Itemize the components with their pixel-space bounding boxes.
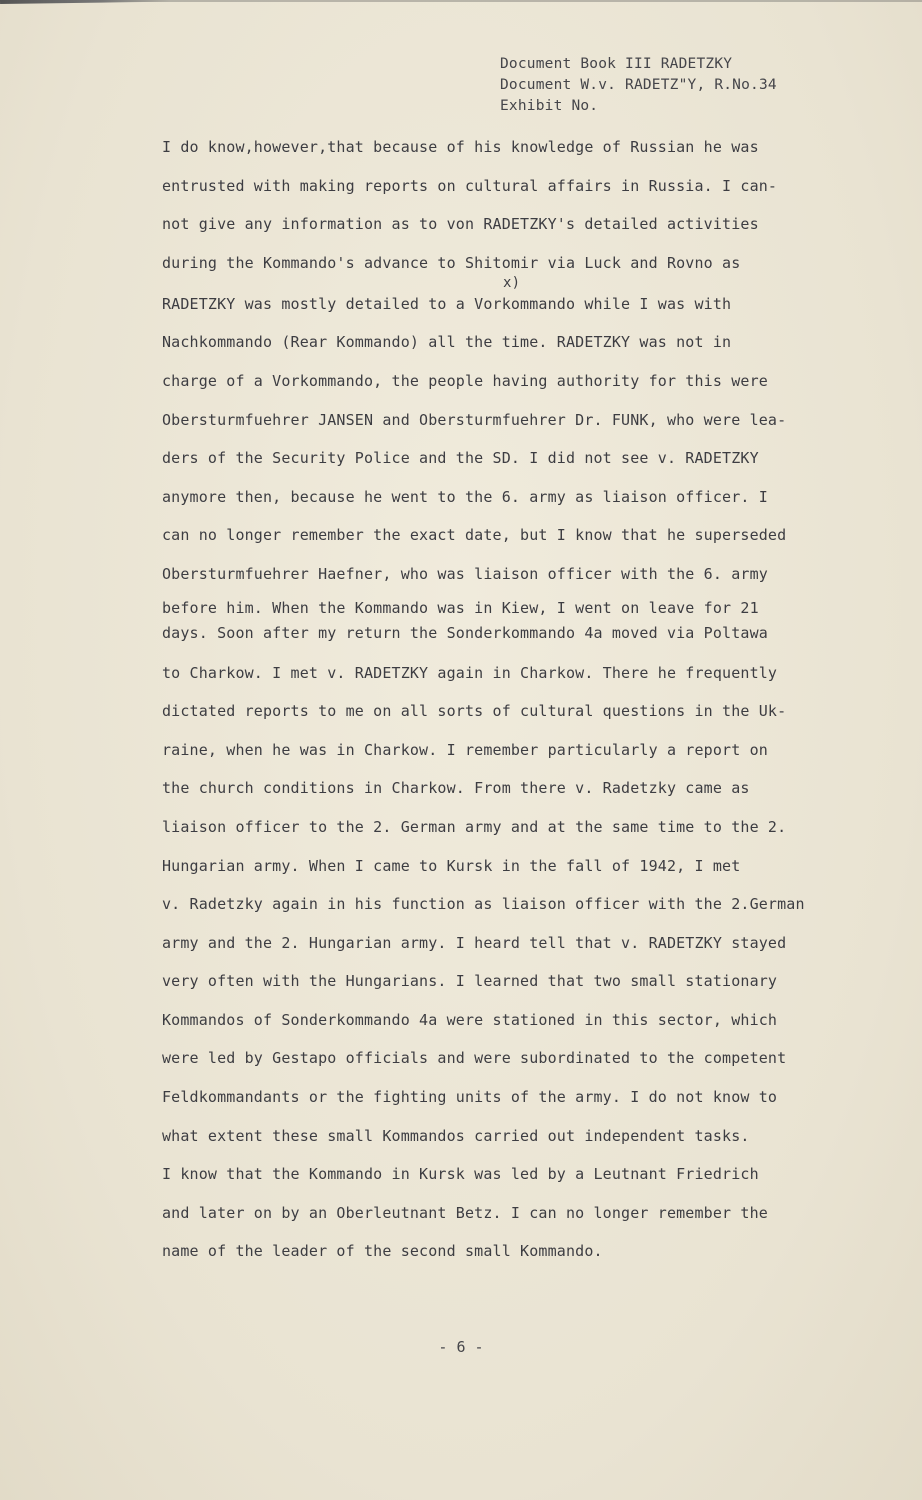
- body-line: the church conditions in Charkow. From there v. Radetzky came as: [162, 779, 750, 798]
- body-line: I know that the Kommando in Kursk was led by a Leutnant Friedrich: [162, 1165, 759, 1184]
- body-line: Obersturmfuehrer JANSEN and Obersturmfuehrer Dr. FUNK, who were lea-: [162, 410, 787, 429]
- document-body: [162, 133, 852, 1276]
- header-document-book: Document Book III RADETZKY: [500, 56, 733, 72]
- body-line: Obersturmfuehrer Haefner, who was liaison officer with the 6. army: [162, 564, 768, 583]
- body-line: not give any information as to von RADETZKY's detailed activities: [162, 215, 759, 234]
- body-line: anymore then, because he went to the 6. army as liaison officer. I: [162, 487, 768, 506]
- body-line: RADETZKY was mostly detailed to a Vorkommando while I was with: [162, 294, 732, 313]
- body-line: Hungarian army. When I came to Kursk in the fall of 1942, I met: [162, 856, 741, 875]
- body-line: Nachkommando (Rear Kommando) all the time. RADETZKY was not in: [162, 333, 732, 352]
- body-line: Feldkommandants or the fighting units of the army. I do not know to: [162, 1088, 778, 1107]
- header-exhibit-number: Exhibit No.: [500, 98, 599, 114]
- body-line: dictated reports to me on all sorts of cultural questions in the Uk-: [162, 702, 787, 721]
- body-line: and later on by an Oberleutnant Betz. I can no longer remember the: [162, 1203, 768, 1222]
- body-line: raine, when he was in Charkow. I remember particularly a report on: [162, 740, 768, 759]
- body-line: what extent these small Kommandos carried out independent tasks.: [162, 1126, 750, 1145]
- body-line: before him. When the Kommando was in Kiew, I went on leave for 21: [162, 598, 759, 617]
- page-number: - 6 -: [438, 1338, 484, 1356]
- body-line: v. Radetzky again in his function as liaison officer with the 2.German: [162, 895, 805, 914]
- body-line: to Charkow. I met v. RADETZKY again in Charkow. There he frequently: [162, 663, 778, 682]
- body-line: days. Soon after my return the Sonderkommando 4a moved via Poltawa: [162, 623, 768, 642]
- document-header: [500, 54, 860, 117]
- header-document-number: Document W.v. RADETZ"Y, R.No.34: [500, 77, 777, 93]
- body-line: Kommandos of Sonderkommando 4a were stationed in this sector, which: [162, 1010, 778, 1029]
- body-line: entrusted with making reports on cultural affairs in Russia. I can-: [162, 176, 778, 195]
- body-line: I do know,however,that because of his knowledge of Russian he was: [162, 138, 759, 156]
- body-line: name of the leader of the second small Kommando.: [162, 1242, 603, 1261]
- body-line: ders of the Security Police and the SD. I did not see v. RADETZKY: [162, 449, 759, 468]
- body-line: army and the 2. Hungarian army. I heard tell that v. RADETZKY stayed: [162, 933, 787, 952]
- footnote-marker: x): [503, 274, 521, 291]
- body-line: very often with the Hungarians. I learned that two small stationary: [162, 972, 778, 991]
- body-line: during the Kommando's advance to Shitomir via Luck and Rovno as: [162, 253, 741, 272]
- body-line: can no longer remember the exact date, but I know that he superseded: [162, 526, 787, 545]
- body-line: were led by Gestapo officials and were subordinated to the competent: [162, 1049, 787, 1068]
- body-line: charge of a Vorkommando, the people having authority for this were: [162, 371, 768, 390]
- body-line: liaison officer to the 2. German army and at the same time to the 2.: [162, 817, 787, 836]
